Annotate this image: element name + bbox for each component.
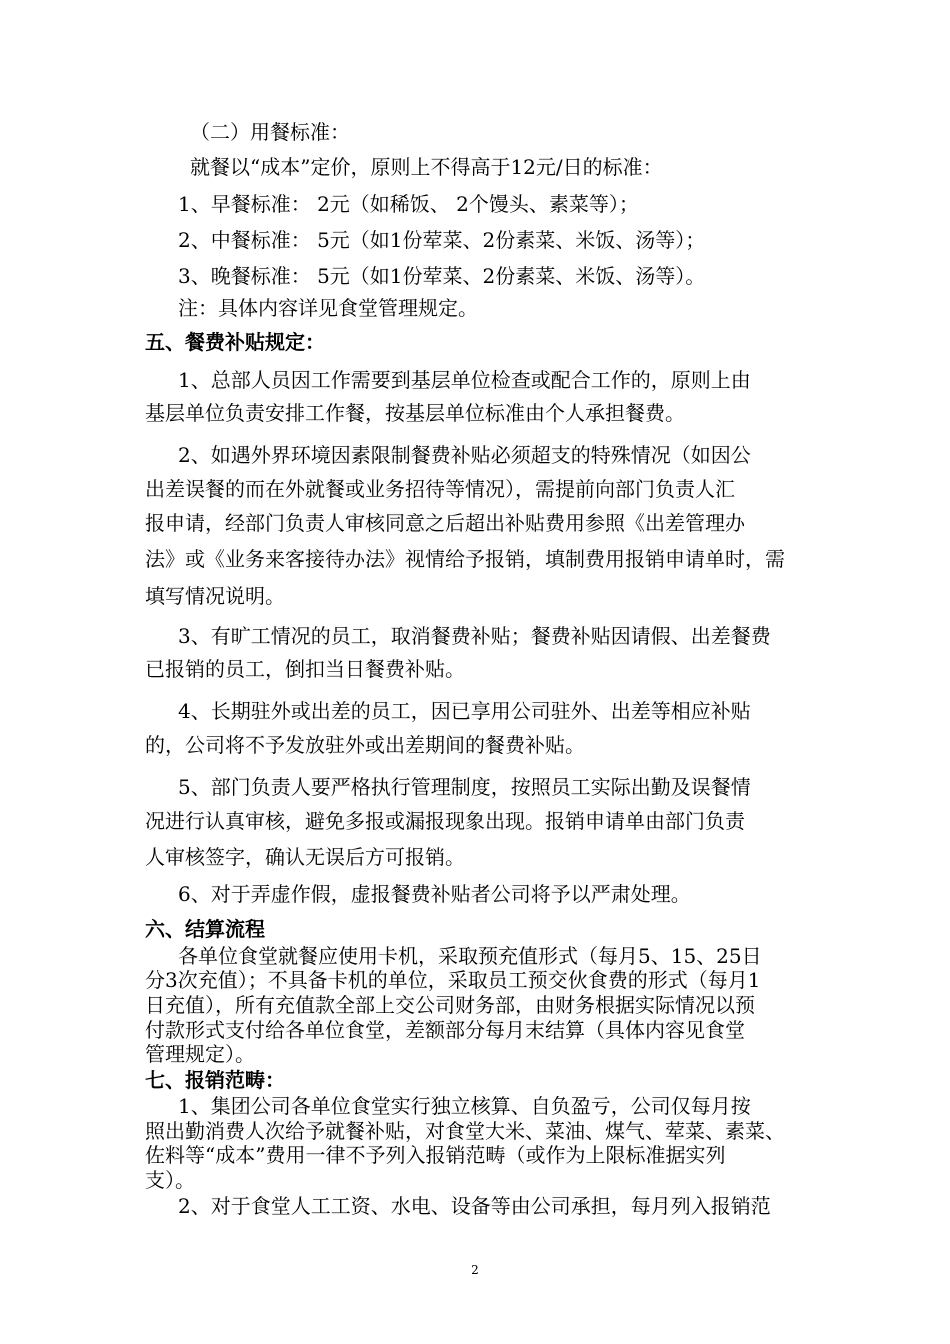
paragraph-line: 填写情况说明。 [145,584,285,608]
paragraph-line: 付款形式支付给各单位食堂，差额部分每月末结算（具体内容见食堂 [145,1018,745,1042]
paragraph-line: 1、集团公司各单位食堂实行独立核算、自负盈亏，公司仅每月按 [178,1094,751,1118]
list-item: 3、晚餐标准： 5元（如1份荤菜、2份素菜、米饭、汤等）。 [178,264,706,288]
paragraph-line: 就餐以“成本”定价，原则上不得高于12元/日的标准： [190,155,663,179]
paragraph-line: 照出勤消费人次给予就餐补贴，对食堂大米、菜油、煤气、荤菜、素菜、 [145,1119,785,1143]
subsection-heading: （二）用餐标准： [190,120,350,144]
paragraph-line: 3、有旷工情况的员工，取消餐费补贴；餐费补贴因请假、出差餐费 [178,624,771,648]
paragraph-line: 2、对于食堂人工工资、水电、设备等由公司承担，每月列入报销范 [178,1194,771,1218]
paragraph-line: 5、部门负责人要严格执行管理制度，按照员工实际出勤及误餐情 [178,775,751,799]
paragraph-line: 支）。 [145,1168,195,1192]
paragraph-line: 基层单位负责安排工作餐，按基层单位标准由个人承担餐费。 [145,401,685,425]
paragraph-line: 1、总部人员因工作需要到基层单位检查或配合工作的，原则上由 [178,368,751,392]
paragraph-line: 管理规定）。 [145,1042,255,1066]
paragraph-line: 的，公司将不予发放驻外或出差期间的餐费补贴。 [145,733,585,757]
paragraph-line: 4、长期驻外或出差的员工，因已享用公司驻外、出差等相应补贴 [178,699,751,723]
paragraph-line: 出差误餐的而在外就餐或业务招待等情况），需提前向部门负责人汇 [145,477,735,501]
paragraph-line: 6、对于弄虚作假，虚报餐费补贴者公司将予以严肃处理。 [178,882,691,906]
page-number: 2 [471,1263,479,1277]
section-heading: 七、报销范畴： [145,1068,285,1092]
paragraph-line: 2、如遇外界环境因素限制餐费补贴必须超支的特殊情况（如因公 [178,443,751,467]
paragraph-line: 分3次充值）；不具备卡机的单位，采取员工预交伙食费的形式（每月1 [145,968,761,992]
paragraph-line: 已报销的员工，倒扣当日餐费补贴。 [145,657,465,681]
section-heading: 六、结算流程 [145,917,265,941]
paragraph-line: 报申请，经部门负责人审核同意之后超出补贴费用参照《出差管理办 [145,511,745,535]
paragraph-line: 佐料等“成本”费用一律不予列入报销范畴（或作为上限标准据实列 [145,1143,726,1167]
paragraph-line: 况进行认真审核，避免多报或漏报现象出现。报销申请单由部门负责 [145,809,745,833]
note-line: 注：具体内容详见食堂管理规定。 [178,296,478,320]
paragraph-line: 法》或《业务来客接待办法》视情给予报销，填制费用报销申请单时，需 [145,547,785,571]
paragraph-line: 各单位食堂就餐应使用卡机，采取预充值形式（每月5、15、25日 [178,944,762,968]
paragraph-line: 人审核签字，确认无误后方可报销。 [145,845,465,869]
section-heading: 五、餐费补贴规定： [145,330,325,354]
list-item: 2、中餐标准： 5元（如1份荤菜、2份素菜、米饭、汤等）； [178,228,706,252]
list-item: 1、早餐标准： 2元（如稀饭、 2个馒头、素菜等）； [178,192,639,216]
paragraph-line: 日充值），所有充值款全部上交公司财务部，由财务根据实际情况以预 [145,993,755,1017]
